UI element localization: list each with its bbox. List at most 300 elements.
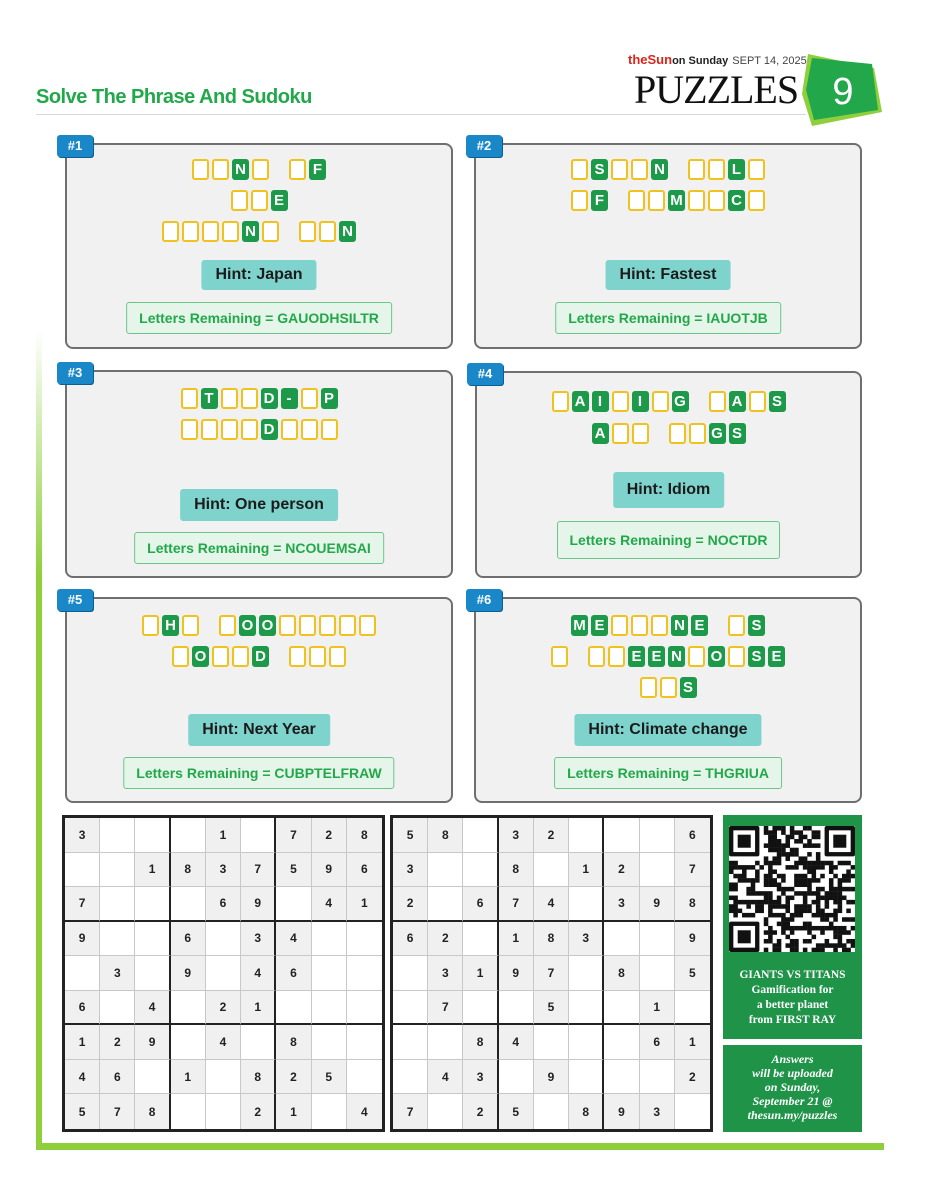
letter-tile-empty[interactable] (708, 190, 725, 211)
letter-tile-empty[interactable] (588, 646, 605, 667)
sudoku-cell-empty[interactable] (135, 956, 170, 991)
puzzle-card-5 (65, 592, 453, 803)
puzzle-card-3 (65, 365, 453, 578)
letter-tile-filled: A (729, 391, 746, 412)
sudoku-cell-given: 7 (393, 1094, 428, 1129)
letter-tile-empty[interactable] (748, 159, 765, 180)
sudoku-cell-empty[interactable] (241, 818, 276, 853)
letter-tile-empty[interactable] (571, 190, 588, 211)
sudoku-cell-empty[interactable] (312, 1025, 347, 1060)
letter-tile-empty[interactable] (571, 159, 588, 180)
sudoku-cell-empty[interactable] (393, 1060, 428, 1095)
sudoku-cell-given: 8 (534, 922, 569, 957)
sudoku-cell-empty[interactable] (463, 991, 498, 1026)
sudoku-cell-given: 3 (393, 853, 428, 888)
sudoku-cell-empty[interactable] (604, 1025, 639, 1060)
sudoku-cell-empty[interactable] (675, 1094, 710, 1129)
letter-tile-empty[interactable] (221, 419, 238, 440)
sudoku-cell-empty[interactable] (100, 818, 135, 853)
sudoku-cell-empty[interactable] (65, 853, 100, 888)
sudoku-cell-empty[interactable] (171, 1094, 206, 1129)
letter-tile-filled: O (259, 615, 276, 636)
sudoku-cell-given: 3 (428, 956, 463, 991)
sudoku-cell-empty[interactable] (171, 1025, 206, 1060)
sudoku-cell-empty[interactable] (276, 887, 311, 922)
letter-tile-filled: N (671, 615, 688, 636)
phrase-word (628, 190, 765, 211)
letter-tile-filled: I (632, 391, 649, 412)
sudoku-cell-given: 9 (171, 956, 206, 991)
letter-tile-filled: N (232, 159, 249, 180)
letter-tile-empty[interactable] (359, 615, 376, 636)
letter-tile-filled: P (321, 388, 338, 409)
letter-tile-filled: F (591, 190, 608, 211)
letter-tile-empty[interactable] (631, 159, 648, 180)
letter-tile-empty[interactable] (212, 646, 229, 667)
sudoku-cell-empty[interactable] (135, 922, 170, 957)
letter-tile-empty[interactable] (231, 190, 248, 211)
letter-tile-filled: E (768, 646, 785, 667)
sudoku-cell-given: 4 (347, 1094, 382, 1129)
sudoku-cell-given: 1 (206, 818, 241, 853)
sudoku-cell-given: 4 (428, 1060, 463, 1095)
sudoku-cell-given: 1 (135, 853, 170, 888)
sudoku-cell-given: 1 (675, 1025, 710, 1060)
sudoku-cell-empty[interactable] (347, 991, 382, 1026)
letter-tile-empty[interactable] (611, 159, 628, 180)
letter-tile-empty[interactable] (628, 190, 645, 211)
letter-tile-empty[interactable] (182, 221, 199, 242)
sudoku-cell-given: 8 (675, 887, 710, 922)
letter-tile-empty[interactable] (309, 646, 326, 667)
masthead (628, 52, 807, 67)
sudoku-cell-given: 4 (241, 956, 276, 991)
letter-tile-empty[interactable] (162, 221, 179, 242)
sudoku-cell-empty[interactable] (604, 922, 639, 957)
letter-tile-empty[interactable] (299, 221, 316, 242)
phrase-word (571, 190, 608, 211)
phrase-word (192, 159, 269, 180)
letters-remaining: Letters Remaining = CUBPTELFRAW (123, 757, 394, 789)
sudoku-cell-given: 8 (428, 818, 463, 853)
letter-tile-empty[interactable] (319, 615, 336, 636)
sudoku-cell-empty[interactable] (393, 1025, 428, 1060)
sudoku-cell-empty[interactable] (428, 1025, 463, 1060)
phrase-word (669, 423, 746, 444)
sudoku-cell-given: 7 (675, 853, 710, 888)
letter-tile-empty[interactable] (660, 677, 677, 698)
letter-tile-empty[interactable] (552, 391, 569, 412)
qr-caption-line: Gamification for (751, 984, 834, 996)
letter-tile-empty[interactable] (652, 391, 669, 412)
letter-tile-filled: L (728, 159, 745, 180)
letter-tile-empty[interactable] (212, 159, 229, 180)
sudoku-cell-given: 1 (65, 1025, 100, 1060)
phrase-word (289, 646, 346, 667)
letter-tile-empty[interactable] (219, 615, 236, 636)
sudoku-cell-given: 7 (65, 887, 100, 922)
sudoku-cell-given: 6 (276, 956, 311, 991)
sudoku-cell-given: 4 (206, 1025, 241, 1060)
sudoku-cell-empty[interactable] (428, 887, 463, 922)
sudoku-cell-empty[interactable] (569, 956, 604, 991)
sudoku-cell-empty[interactable] (534, 1094, 569, 1129)
sudoku-cell-given: 2 (463, 1094, 498, 1129)
sudoku-cell-given: 8 (135, 1094, 170, 1129)
sudoku-cell-empty[interactable] (347, 1025, 382, 1060)
sudoku-cell-empty[interactable] (347, 922, 382, 957)
sudoku-cell-given: 1 (347, 887, 382, 922)
letter-tile-empty[interactable] (611, 615, 628, 636)
sudoku-cell-given: 5 (276, 853, 311, 888)
phrase-line (551, 646, 785, 667)
letter-tile-empty[interactable] (181, 388, 198, 409)
sudoku-cell-given: 1 (463, 956, 498, 991)
letter-tile-empty[interactable] (232, 646, 249, 667)
sudoku-cell-empty[interactable] (347, 956, 382, 991)
sudoku-cell-given: 5 (534, 991, 569, 1026)
sudoku-cell-empty[interactable] (171, 991, 206, 1026)
letter-tile-empty[interactable] (172, 646, 189, 667)
phrase-line (172, 646, 346, 667)
sudoku-cell-empty[interactable] (675, 991, 710, 1026)
sudoku-cell-empty[interactable] (206, 922, 241, 957)
letter-tile-empty[interactable] (321, 419, 338, 440)
sudoku-cell-given: 2 (100, 1025, 135, 1060)
sudoku-cell-empty[interactable] (100, 853, 135, 888)
phrase-word (172, 646, 269, 667)
letter-tile-empty[interactable] (222, 221, 239, 242)
hint-label: Hint: One person (180, 489, 338, 521)
sudoku-cell-empty[interactable] (312, 956, 347, 991)
sudoku-cell-empty[interactable] (604, 818, 639, 853)
letter-tile-empty[interactable] (182, 615, 199, 636)
sudoku-cell-given: 6 (206, 887, 241, 922)
letter-tile-empty[interactable] (689, 423, 706, 444)
phrase-line (142, 615, 376, 636)
letter-tile-empty[interactable] (709, 391, 726, 412)
letter-tile-empty[interactable] (648, 190, 665, 211)
phrase-line (571, 190, 765, 211)
phrase-line (571, 615, 765, 636)
left-accent-bar (36, 330, 42, 1150)
sudoku-cell-empty[interactable] (312, 922, 347, 957)
letter-tile-filled: M (668, 190, 685, 211)
letter-tile-filled: N (651, 159, 668, 180)
sudoku-cell-given: 4 (65, 1060, 100, 1095)
sudoku-cell-given: 2 (428, 922, 463, 957)
sudoku-cell-given: 2 (312, 818, 347, 853)
letters-remaining: Letters Remaining = NOCTDR (557, 521, 781, 559)
letter-tile-empty[interactable] (608, 646, 625, 667)
phrase-grid (477, 391, 860, 444)
masthead-the: the (628, 52, 648, 67)
letter-tile-empty[interactable] (640, 677, 657, 698)
letter-tile-filled: S (748, 646, 765, 667)
phrase-word (181, 388, 338, 409)
phrase-word (571, 615, 708, 636)
sudoku-cell-empty[interactable] (534, 1025, 569, 1060)
letters-remaining: Letters Remaining = GAUODHSILTR (126, 302, 392, 334)
letter-tile-empty[interactable] (262, 221, 279, 242)
letter-tile-empty[interactable] (728, 615, 745, 636)
phrase-word (289, 159, 326, 180)
sudoku-cell-empty[interactable] (499, 991, 534, 1026)
sudoku-cell-empty[interactable] (640, 1060, 675, 1095)
letter-tile-filled: O (239, 615, 256, 636)
answers-line: Answers (771, 1052, 814, 1066)
sudoku-cell-empty[interactable] (569, 1060, 604, 1095)
letter-tile-filled: N (339, 221, 356, 242)
sudoku-cell-empty[interactable] (463, 922, 498, 957)
qr-caption (723, 968, 862, 1028)
phrase-line (181, 419, 338, 440)
sudoku-cell-given: 7 (534, 956, 569, 991)
letter-tile-filled: N (242, 221, 259, 242)
sudoku-cell-given: 6 (393, 922, 428, 957)
letter-tile-empty[interactable] (301, 419, 318, 440)
sudoku-cell-empty[interactable] (65, 956, 100, 991)
section-title: Solve The Phrase And Sudoku (36, 86, 312, 108)
sudoku-cell-given: 5 (393, 818, 428, 853)
sudoku-cell-given: 6 (65, 991, 100, 1026)
sudoku-cell-given: 1 (640, 991, 675, 1026)
sudoku-cell-empty[interactable] (640, 853, 675, 888)
letter-tile-empty[interactable] (688, 190, 705, 211)
qr-code-icon[interactable] (729, 826, 855, 952)
sudoku-cell-given: 5 (499, 1094, 534, 1129)
sudoku-cell-empty[interactable] (569, 818, 604, 853)
phrase-line (192, 159, 326, 180)
letter-tile-filled: S (591, 159, 608, 180)
sudoku-cell-empty[interactable] (276, 991, 311, 1026)
letter-tile-empty[interactable] (279, 615, 296, 636)
sudoku-cell-empty[interactable] (499, 1060, 534, 1095)
letter-tile-empty[interactable] (612, 391, 629, 412)
sudoku-cell-empty[interactable] (135, 818, 170, 853)
sudoku-cell-given: 6 (640, 1025, 675, 1060)
answers-line: September 21 @ (752, 1094, 833, 1108)
sudoku-cell-empty[interactable] (604, 1060, 639, 1095)
sudoku-cell-given: 3 (241, 922, 276, 957)
phrase-word (688, 159, 765, 180)
sudoku-cell-given: 8 (569, 1094, 604, 1129)
letter-tile-empty[interactable] (688, 159, 705, 180)
sudoku-cell-empty[interactable] (640, 922, 675, 957)
sudoku-cell-given: 9 (65, 922, 100, 957)
phrase-word (728, 615, 765, 636)
sudoku-cell-empty[interactable] (171, 818, 206, 853)
letter-tile-empty[interactable] (241, 388, 258, 409)
sudoku-cell-empty[interactable] (100, 991, 135, 1026)
sudoku-cell-empty[interactable] (171, 887, 206, 922)
page-number: 9 (832, 71, 854, 113)
sudoku-cell-given: 9 (640, 887, 675, 922)
sudoku-cell-empty[interactable] (569, 991, 604, 1026)
sudoku-cell-given: 4 (312, 887, 347, 922)
sudoku-cell-empty[interactable] (569, 1025, 604, 1060)
letter-tile-empty[interactable] (688, 646, 705, 667)
phrase-word (142, 615, 199, 636)
sudoku-cell-given: 2 (604, 853, 639, 888)
letter-tile-filled: G (709, 423, 726, 444)
sudoku-cell-empty[interactable] (604, 991, 639, 1026)
sudoku-grid-1 (62, 815, 385, 1132)
sudoku-cell-given: 2 (393, 887, 428, 922)
letter-tile-empty[interactable] (329, 646, 346, 667)
phrase-line (640, 677, 697, 698)
letter-tile-empty[interactable] (748, 190, 765, 211)
sudoku-cell-empty[interactable] (428, 1094, 463, 1129)
letter-tile-empty[interactable] (749, 391, 766, 412)
sudoku-cell-given: 4 (135, 991, 170, 1026)
letter-tile-empty[interactable] (612, 423, 629, 444)
masthead-date: SEPT 14, 2025 (732, 55, 807, 67)
sudoku-cell-empty[interactable] (569, 887, 604, 922)
letter-tile-empty[interactable] (201, 419, 218, 440)
sudoku-cell-empty[interactable] (100, 887, 135, 922)
sudoku-cell-given: 9 (135, 1025, 170, 1060)
sudoku-cell-empty[interactable] (100, 922, 135, 957)
sudoku-grid-2 (390, 815, 713, 1132)
sudoku-cell-given: 3 (569, 922, 604, 957)
sudoku-cell-empty[interactable] (206, 1094, 241, 1129)
phrase-line (231, 190, 288, 211)
sudoku-cell-empty[interactable] (534, 853, 569, 888)
sudoku-cell-given: 7 (100, 1094, 135, 1129)
sudoku-cell-given: 2 (241, 1094, 276, 1129)
letter-tile-empty[interactable] (339, 615, 356, 636)
sudoku-cell-empty[interactable] (206, 1060, 241, 1095)
sudoku-cell-given: 8 (499, 853, 534, 888)
letter-tile-empty[interactable] (551, 646, 568, 667)
sudoku-cell-given: 8 (463, 1025, 498, 1060)
puzzle-badge: #6 (466, 589, 502, 611)
sudoku-cell-given: 6 (675, 818, 710, 853)
letter-tile-empty[interactable] (221, 388, 238, 409)
sudoku-cell-empty[interactable] (640, 818, 675, 853)
phrase-word (219, 615, 376, 636)
letter-tile-empty[interactable] (319, 221, 336, 242)
sudoku-cell-empty[interactable] (241, 1025, 276, 1060)
letter-tile-empty[interactable] (301, 388, 318, 409)
sudoku-cell-given: 5 (65, 1094, 100, 1129)
sudoku-cell-given: 2 (276, 1060, 311, 1095)
letter-tile-empty[interactable] (202, 221, 219, 242)
sudoku-cell-empty[interactable] (463, 853, 498, 888)
sudoku-cell-given: 3 (604, 887, 639, 922)
phrase-grid (67, 159, 451, 242)
letter-tile-empty[interactable] (631, 615, 648, 636)
sudoku-cell-given: 9 (604, 1094, 639, 1129)
letter-tile-empty[interactable] (669, 423, 686, 444)
phrase-word (552, 391, 689, 412)
letter-tile-empty[interactable] (289, 159, 306, 180)
answers-line: will be uploaded (752, 1066, 833, 1080)
sudoku-cell-given: 2 (206, 991, 241, 1026)
letter-tile-empty[interactable] (289, 646, 306, 667)
letter-tile-empty[interactable] (708, 159, 725, 180)
letters-remaining: Letters Remaining = THGRIUA (554, 757, 782, 789)
sudoku-cell-given: 6 (347, 853, 382, 888)
sudoku-cell-given: 2 (534, 818, 569, 853)
letter-tile-empty[interactable] (241, 419, 258, 440)
puzzle-badge: #4 (467, 363, 503, 385)
letter-tile-empty[interactable] (192, 159, 209, 180)
letters-remaining: Letters Remaining = NCOUEMSAI (134, 532, 384, 564)
phrase-word (592, 423, 649, 444)
sudoku-cell-empty[interactable] (312, 991, 347, 1026)
sudoku-cell-given: 5 (312, 1060, 347, 1095)
sudoku-cell-empty[interactable] (428, 853, 463, 888)
sudoku-cell-given: 6 (100, 1060, 135, 1095)
letter-tile-filled: E (648, 646, 665, 667)
sudoku-cell-given: 4 (276, 922, 311, 957)
letter-tile-filled: O (192, 646, 209, 667)
phrase-grid (67, 388, 451, 440)
sudoku-cell-given: 8 (276, 1025, 311, 1060)
sudoku-cell-empty[interactable] (135, 1060, 170, 1095)
phrase-line (592, 423, 746, 444)
letter-tile-filled: - (281, 388, 298, 409)
letter-tile-empty[interactable] (142, 615, 159, 636)
sudoku-cell-given: 3 (100, 956, 135, 991)
puzzle-badge: #3 (57, 362, 93, 384)
sudoku-cell-empty[interactable] (206, 956, 241, 991)
sudoku-cell-given: 7 (428, 991, 463, 1026)
letter-tile-empty[interactable] (281, 419, 298, 440)
sudoku-cell-given: 1 (241, 991, 276, 1026)
sudoku-cell-given: 1 (569, 853, 604, 888)
sudoku-cell-given: 7 (276, 818, 311, 853)
section-name: PUZZLES (634, 67, 799, 112)
answers-line: on Sunday, (764, 1080, 821, 1094)
phrase-grid (67, 615, 451, 667)
letter-tile-empty[interactable] (728, 646, 745, 667)
letter-tile-filled: M (571, 615, 588, 636)
sudoku-cell-empty[interactable] (393, 991, 428, 1026)
phrase-word (640, 677, 697, 698)
answers-link[interactable]: thesun.my/puzzles (747, 1108, 838, 1122)
sudoku-cell-empty[interactable] (393, 956, 428, 991)
sudoku-cell-given: 3 (206, 853, 241, 888)
qr-caption-line: a better planet (756, 999, 829, 1011)
letter-tile-empty[interactable] (252, 159, 269, 180)
letter-tile-empty[interactable] (251, 190, 268, 211)
letter-tile-empty[interactable] (651, 615, 668, 636)
hint-label: Hint: Japan (201, 260, 316, 290)
hint-label: Hint: Fastest (606, 260, 731, 290)
sudoku-cell-given: 8 (171, 853, 206, 888)
sudoku-cell-given: 6 (463, 887, 498, 922)
letter-tile-filled: E (691, 615, 708, 636)
letter-tile-filled: A (592, 423, 609, 444)
letter-tile-filled: S (769, 391, 786, 412)
sudoku-cell-given: 3 (65, 818, 100, 853)
sudoku-cell-empty[interactable] (312, 1094, 347, 1129)
hint-label: Hint: Idiom (613, 472, 725, 508)
masthead-sun: Sun (647, 52, 673, 67)
letter-tile-empty[interactable] (299, 615, 316, 636)
sudoku-cell-empty[interactable] (640, 956, 675, 991)
puzzle-badge: #1 (57, 135, 93, 157)
sudoku-cell-empty[interactable] (135, 887, 170, 922)
letter-tile-empty[interactable] (181, 419, 198, 440)
letter-tile-empty[interactable] (632, 423, 649, 444)
letter-tile-filled: C (728, 190, 745, 211)
sudoku-cell-empty[interactable] (347, 1060, 382, 1095)
sudoku-cell-empty[interactable] (463, 818, 498, 853)
